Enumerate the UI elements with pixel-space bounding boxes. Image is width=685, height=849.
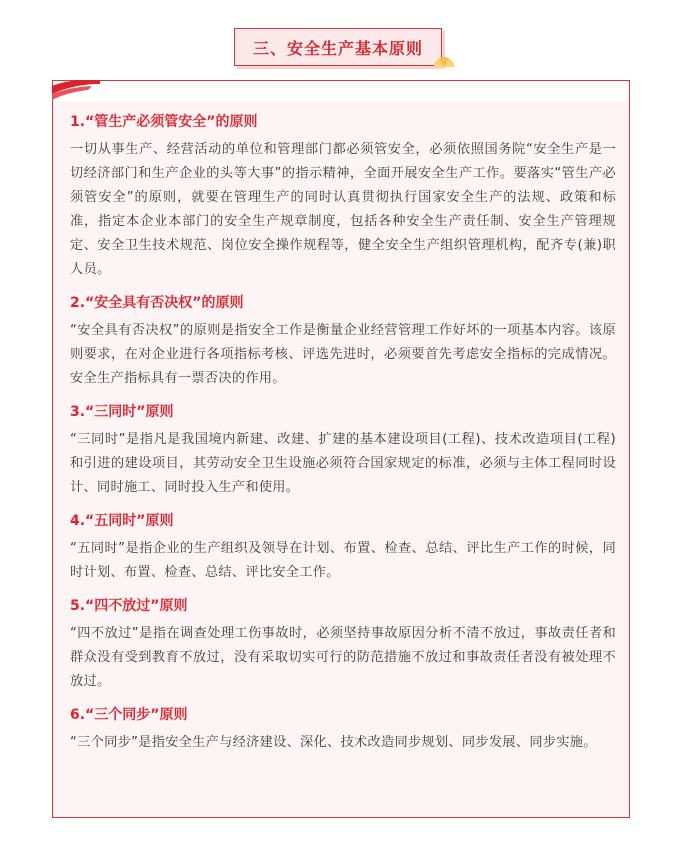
principle-section — [70, 293, 616, 391]
principle-section — [70, 402, 616, 500]
principle-section — [70, 705, 616, 755]
principle-body: “五同时”是指企业的生产组织及领导在计划、布置、检查、总结、评比生产工作的时候，同时计划、布置、检查、总结、评比安全工作。 — [70, 541, 616, 580]
principle-title: 6.“三个同步”原则 — [70, 707, 188, 723]
principle-section — [70, 596, 616, 694]
principle-body: “三个同步”是指安全生产与经济建设、深化、技术改造同步规划、同步发展、同步实施。 — [70, 735, 597, 750]
principle-body: “三同时”是指凡是我国境内新建、改建、扩建的基本建设项目(工程)、技术改造项目(工程)和引进的建设项目，其劳动安全卫生设施必须符合国家规定的标准，必须与主体工程同时设计、同时施工、同时投入生产和使用。 — [70, 432, 616, 495]
principle-title: 1.“管生产必须管安全”的原则 — [70, 114, 258, 130]
corner-ribbon-decoration — [52, 80, 100, 110]
principle-title: 5.“四不放过”原则 — [70, 598, 188, 614]
principle-body: 一切从事生产、经营活动的单位和管理部门都必须管安全，必须依照国务院“安全生产是一切经济部门和生产企业的头等大事”的指示精神，全面开展安全生产工作。要落实“管生产必须管安全”的原则，就要在管理生产的同时认真贯彻执行国家安全生产的法规、政策和标准，指定本企业本部门的安全生产规章制度，包括各种安全生产责任制、安全生产管理规定、安全卫生技术规范、岗位安全操作规程等，健全安全生产组织管理机构，配齐专(兼)职人员。 — [70, 142, 616, 277]
principle-section — [70, 112, 616, 282]
principle-section — [70, 511, 616, 585]
page-title: 三、安全生产基本原则 — [252, 38, 423, 58]
principle-title: 4.“五同时”原则 — [70, 513, 174, 529]
principle-title: 3.“三同时”原则 — [70, 404, 174, 420]
section-header — [234, 28, 442, 66]
section-header-box — [234, 28, 442, 66]
principle-body: “四不放过”是指在调查处理工伤事故时，必须坚持事故原因分析不清不放过，事故责任者和群众没有受到教育不放过，没有采取切实可行的防范措施不放过和事故责任者没有被处理不放过。 — [70, 626, 616, 689]
principle-title: 2.“安全具有否决权”的原则 — [70, 295, 244, 311]
principle-body: “安全具有否决权”的原则是指安全工作是衡量企业经营管理工作好坏的一项基本内容。该原则要求，在对企业进行各项指标考核、评选先进时，必须要首先考虑安全指标的完成情况。安全生产指标具有一票否决的作用。 — [70, 323, 616, 386]
principles-list — [70, 112, 616, 766]
half-sun-icon — [432, 47, 456, 69]
